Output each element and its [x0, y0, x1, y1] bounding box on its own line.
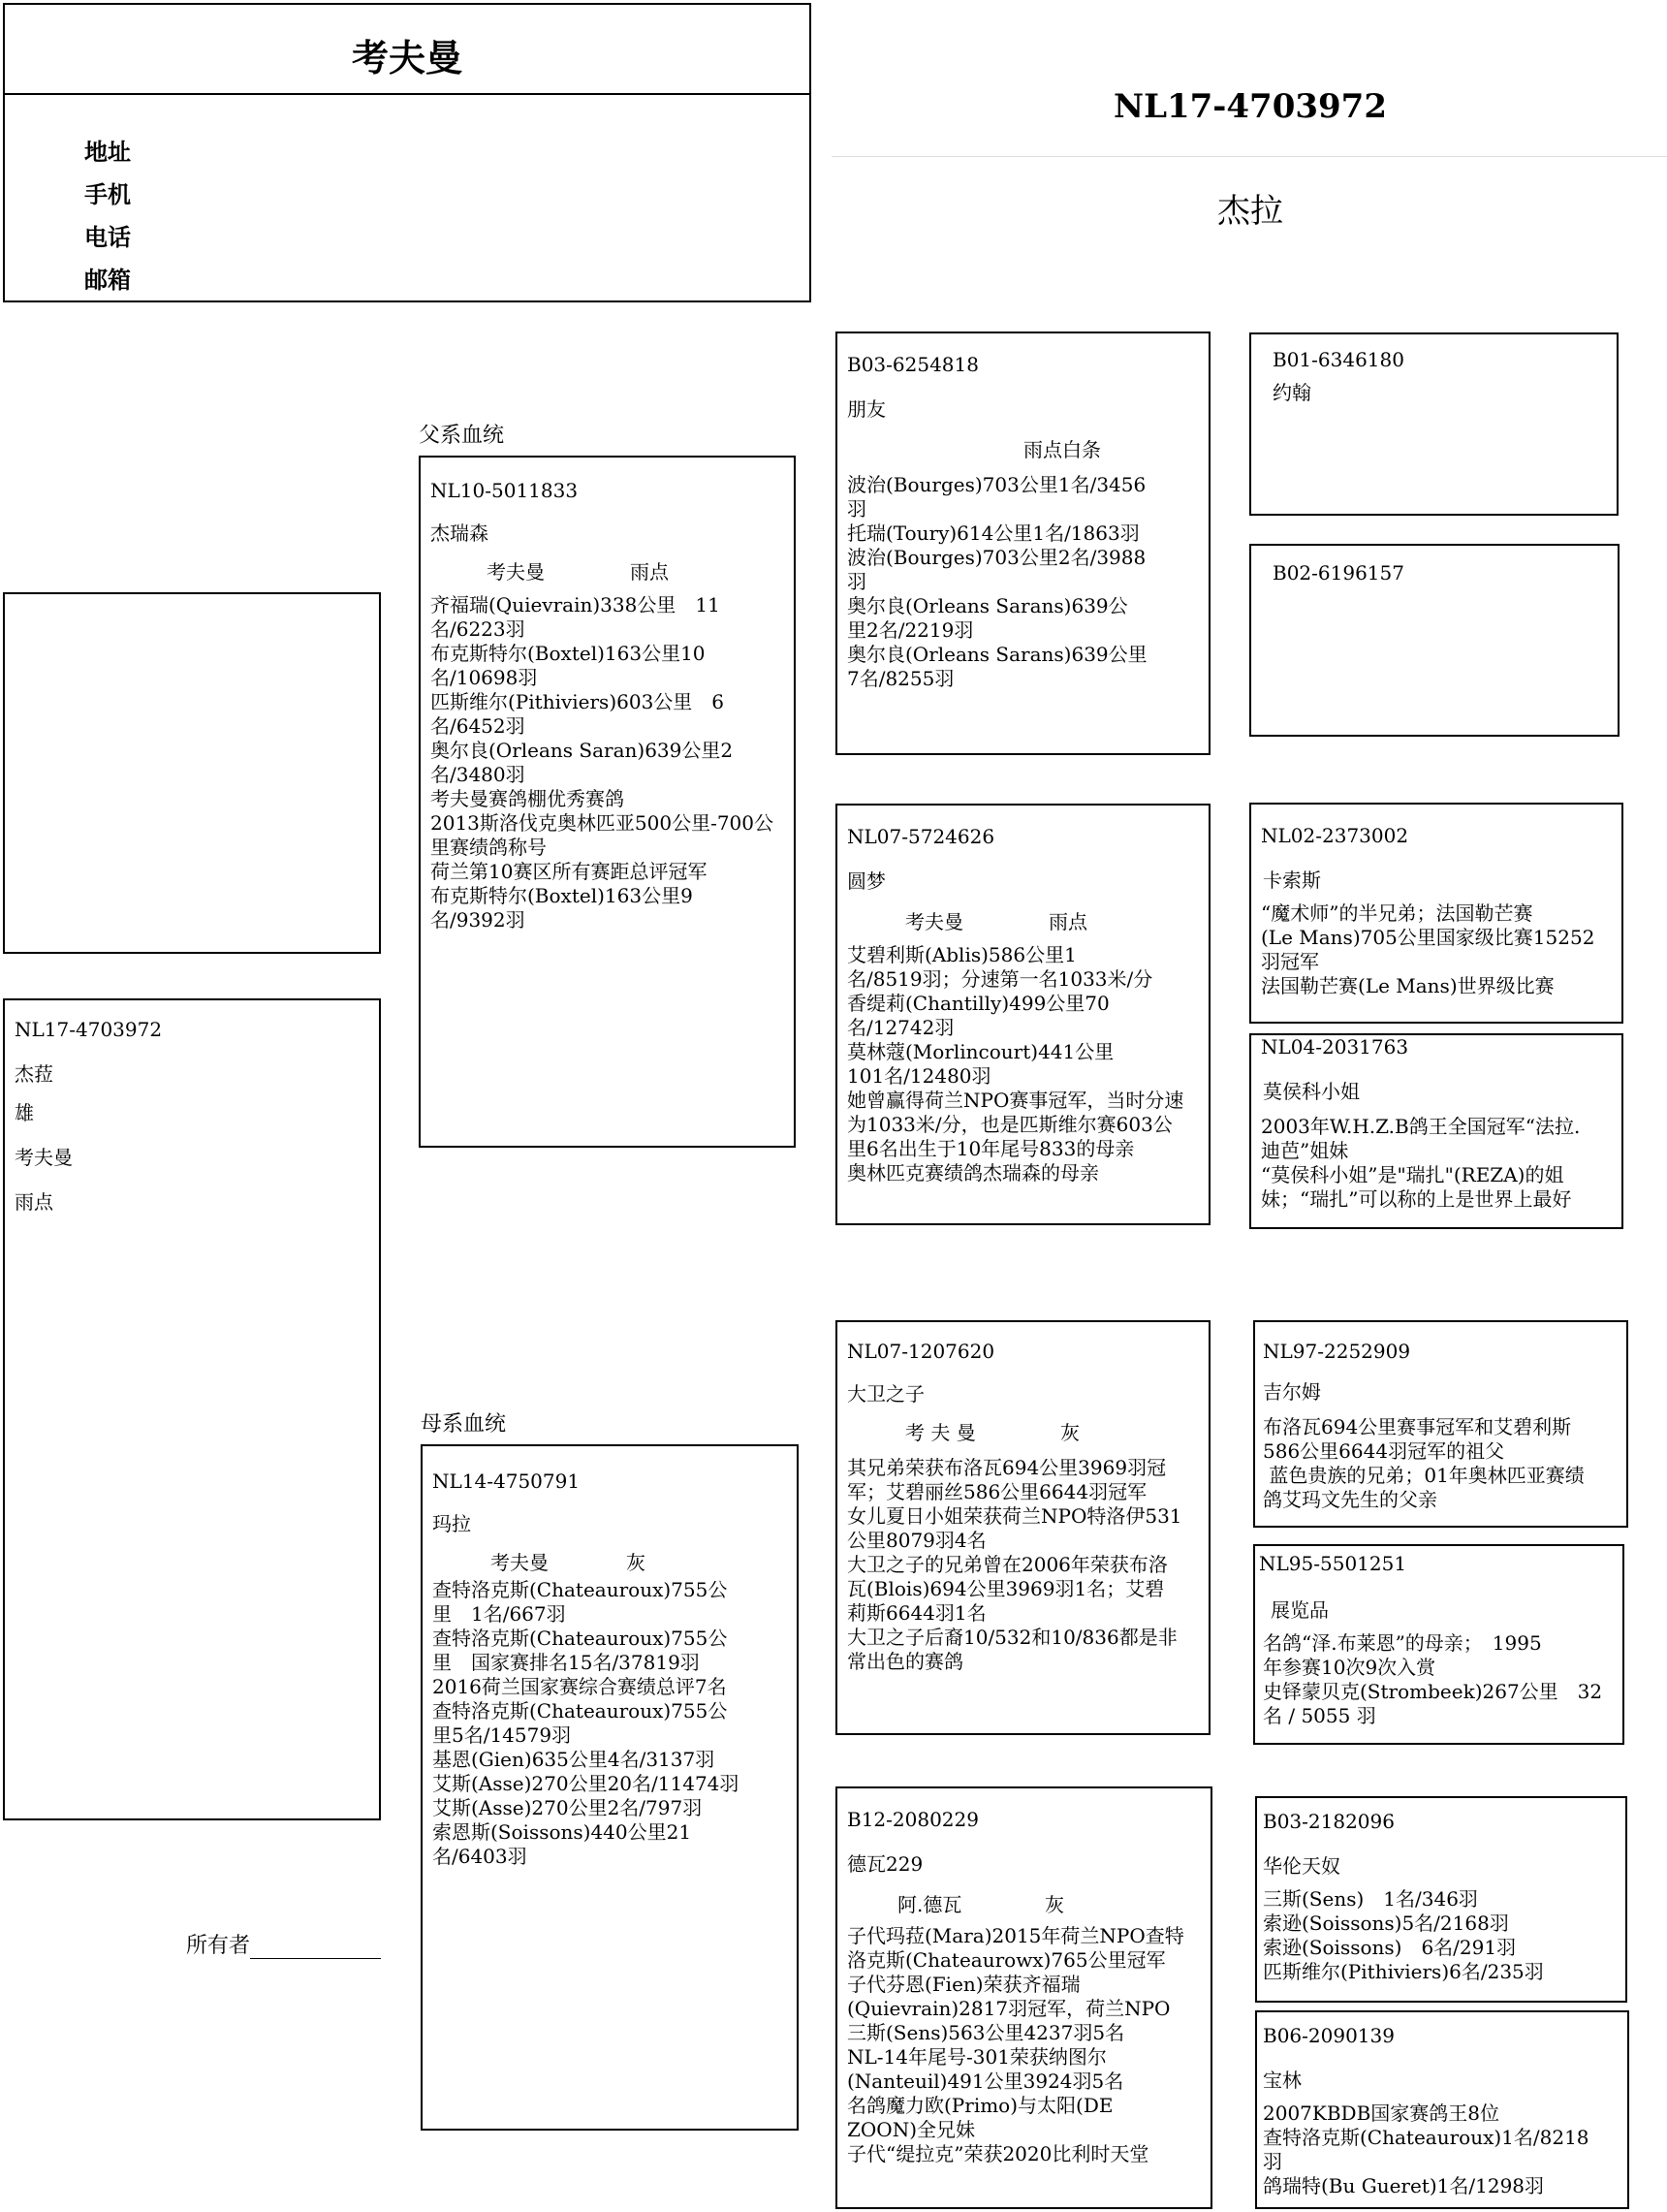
ggp-sds-box	[1249, 803, 1623, 1024]
note-line: 妹；“瑞扎”可以称的上是世界上最好	[1261, 1187, 1572, 1211]
note-line: 名/9392羽	[430, 908, 525, 932]
subject-ring: NL17-4703972	[15, 1018, 163, 1041]
dam-section-label: 母系血统	[421, 1412, 507, 1437]
note-line: 羽冠军	[1261, 950, 1319, 973]
sire-name: 杰瑞森	[430, 521, 488, 545]
note-line: 大卫之子的兄弟曾在2006年荣获布洛	[847, 1553, 1168, 1576]
ggp-sss-ring: B01-6346180	[1273, 348, 1404, 371]
note-line: 名/6223羽	[430, 617, 525, 641]
note-line: 查特洛克斯(Chateauroux)755公	[432, 1578, 728, 1601]
subject-sex: 雄	[15, 1101, 34, 1124]
owner-name: 考夫曼	[351, 36, 462, 79]
note-line: 莉斯6644羽1名	[847, 1601, 987, 1625]
note-line: 史铎蒙贝克(Strombeek)267公里 32	[1263, 1680, 1603, 1703]
owner-signature	[186, 1929, 381, 1959]
gp-dam-dam-box	[835, 1786, 1212, 2209]
note-line: 查特洛克斯(Chateauroux)1名/8218	[1263, 2126, 1589, 2149]
note-line: 2016荷兰国家赛综合赛绩总评7名	[432, 1675, 727, 1698]
note-line: 里 国家赛排名15名/37819羽	[432, 1651, 700, 1674]
note-line: 大卫之子后裔10/532和10/836都是非	[847, 1626, 1178, 1649]
dam-notes	[432, 1578, 791, 1869]
note-line: 2013斯洛伐克奥林匹亚500公里-700公	[430, 811, 774, 835]
note-line: 奥尔良(Orleans Sarans)639公	[847, 594, 1128, 617]
note-line: 586公里6644羽冠军的祖父	[1263, 1439, 1505, 1463]
gp-ss-notes	[847, 473, 1203, 691]
note-line: 鸽瑞特(Bu Gueret)1名/1298羽	[1263, 2174, 1545, 2197]
sire-breeder: 考夫曼	[487, 560, 545, 584]
note-line: 名/6452羽	[430, 714, 525, 738]
gp-sd-color: 雨点	[1049, 910, 1087, 933]
ggp-sss-name: 约翰	[1273, 381, 1311, 404]
note-line: 艾斯(Asse)270公里2名/797羽	[432, 1796, 703, 1819]
bird-name-title: 杰拉	[1217, 192, 1283, 231]
note-line: 波治(Bourges)703公里1名/3456	[847, 473, 1147, 496]
ggp-ddd-ring: B06-2090139	[1263, 2024, 1395, 2047]
dam-breeder: 考夫曼	[490, 1551, 549, 1574]
sire-section-label: 父系血统	[419, 424, 505, 448]
note-line: 莫林蔻(Morlincourt)441公里	[847, 1040, 1115, 1063]
gp-dd-notes	[847, 1924, 1205, 2166]
gp-sd-breeder: 考夫曼	[905, 910, 963, 933]
sire-ring: NL10-5011833	[430, 479, 579, 502]
ggp-dds-name: 华伦天奴	[1263, 1854, 1340, 1878]
owner-header-box	[3, 3, 811, 302]
gp-ds-name: 大卫之子	[847, 1382, 925, 1406]
note-line: 女儿夏日小姐荣获荷兰NPO特洛伊531	[847, 1504, 1182, 1528]
note-line: 常出色的赛鸽	[847, 1650, 963, 1673]
ggp-sdd-notes	[1261, 1115, 1616, 1212]
note-line: “魔术师”的半兄弟；法国勒芒赛	[1261, 901, 1533, 925]
gp-dd-name: 德瓦229	[847, 1852, 924, 1876]
subject-breeder: 考夫曼	[15, 1146, 73, 1169]
note-line: 奥林匹克赛绩鸽杰瑞森的母亲	[847, 1161, 1099, 1185]
note-line: 名/6403羽	[432, 1845, 527, 1868]
gp-sd-name: 圆梦	[847, 869, 886, 893]
ring-number-title: NL17-4703972	[1113, 87, 1387, 126]
title-divider	[832, 156, 1667, 157]
note-line: 子代玛菈(Mara)2015年荷兰NPO查特	[847, 1924, 1184, 1947]
note-line: 洛克斯(Chateaurowx)765公里冠军	[847, 1948, 1166, 1972]
note-line: “莫侯科小姐”是"瑞扎"(REZA)的姐	[1261, 1163, 1564, 1186]
ggp-sdd-ring: NL04-2031763	[1261, 1035, 1409, 1059]
ggp-dss-ring: NL97-2252909	[1263, 1340, 1411, 1363]
note-line: 公里8079羽4名	[847, 1529, 987, 1552]
note-line: ZOON)全兄妹	[847, 2118, 975, 2141]
note-line: 布克斯特尔(Boxtel)163公里10	[430, 642, 706, 665]
gp-ss-name: 朋友	[847, 397, 886, 421]
gp-dd-color: 灰	[1045, 1893, 1064, 1916]
note-line: 其兄弟荣获布洛瓦694公里3969羽冠	[847, 1456, 1167, 1479]
ggp-sss-box	[1249, 332, 1619, 516]
subject-box	[3, 998, 381, 1820]
ggp-sdd-name: 莫侯科小姐	[1263, 1080, 1360, 1103]
note-line: 羽	[1263, 2150, 1282, 2173]
note-line: 2003年W.H.Z.B鸽王全国冠军“法拉.	[1261, 1115, 1581, 1138]
gp-ss-ring: B03-6254818	[847, 353, 979, 376]
note-line: 迪芭”姐妹	[1261, 1139, 1349, 1162]
ggp-dsd-ring: NL95-5501251	[1259, 1552, 1407, 1575]
phone-label: 电话	[84, 223, 131, 251]
ggp-ddd-box	[1255, 2010, 1629, 2209]
note-line: 名/3480羽	[430, 763, 525, 786]
ggp-sds-notes	[1261, 901, 1616, 998]
ggp-ssd-ring: B02-6196157	[1273, 561, 1404, 585]
note-line: (Nanteuil)491公里3924羽5名	[847, 2070, 1124, 2093]
note-line: 7名/8255羽	[847, 667, 955, 690]
subject-name: 杰菈	[15, 1062, 53, 1086]
gp-sd-ring: NL07-5724626	[847, 825, 995, 848]
sire-box	[419, 456, 796, 1148]
ggp-sdd-box	[1249, 1033, 1623, 1229]
note-line: 她曾赢得荷兰NPO赛事冠军，当时分速	[847, 1089, 1184, 1112]
sire-notes	[430, 593, 788, 932]
ggp-ssd-box	[1249, 544, 1620, 737]
dam-name: 玛拉	[432, 1512, 471, 1535]
note-line: 2007KBDB国家赛鸽王8位	[1263, 2101, 1499, 2125]
note-line: (Quievrain)2817羽冠军，荷兰NPO	[847, 1997, 1171, 2020]
note-line: 子代“缇拉克”荣获2020比利时天堂	[847, 2142, 1149, 2165]
note-line: 索逊(Soissons)5名/2168羽	[1263, 1912, 1509, 1935]
ggp-dds-notes	[1263, 1887, 1620, 1984]
note-line: 艾碧利斯(Ablis)586公里1	[847, 943, 1077, 966]
dam-color: 灰	[626, 1551, 645, 1574]
note-line: 基恩(Gien)635公里4名/3137羽	[432, 1748, 715, 1771]
sire-color: 雨点	[630, 560, 669, 584]
dam-box	[421, 1444, 799, 2131]
note-line: 查特洛克斯(Chateauroux)755公	[432, 1699, 728, 1722]
ggp-dsd-notes	[1263, 1631, 1617, 1728]
note-line: 艾斯(Asse)270公里20名/11474羽	[432, 1772, 739, 1795]
note-line: 瓦(Blois)694公里3969羽1名；艾碧	[847, 1577, 1165, 1600]
owner-label: 所有者	[186, 1934, 251, 1958]
gp-ss-color: 雨点白条	[1023, 438, 1101, 461]
note-line: 名/8519羽；分速第一名1033米/分	[847, 967, 1153, 991]
note-line: 索逊(Soissons) 6名/291羽	[1263, 1936, 1517, 1959]
note-line: 布克斯特尔(Boxtel)163公里9	[430, 884, 693, 907]
note-line: NL-14年尾号-301荣获纳图尔	[847, 2045, 1107, 2069]
address-label: 地址	[84, 138, 131, 166]
ggp-sds-name: 卡索斯	[1263, 869, 1321, 892]
note-line: 名 / 5055 羽	[1263, 1704, 1376, 1727]
note-line: 里5名/14579羽	[432, 1723, 572, 1747]
note-line: 名/10698羽	[430, 666, 538, 689]
header-divider	[5, 93, 809, 95]
note-line: 考夫曼赛鸽棚优秀赛鸽	[430, 787, 624, 810]
email-label: 邮箱	[84, 266, 131, 294]
note-line: 羽	[847, 570, 866, 593]
gp-dam-sire-box	[835, 1320, 1211, 1735]
ggp-dds-ring: B03-2182096	[1263, 1810, 1395, 1833]
photo-frame	[3, 592, 381, 954]
note-line: 里赛绩鸽称号	[430, 836, 547, 859]
note-line: 里6名出生于10年尾号833的母亲	[847, 1137, 1135, 1160]
gp-dd-breeder: 阿.德瓦	[897, 1893, 962, 1916]
note-line: 名鸽魔力欧(Primo)与太阳(DE	[847, 2094, 1114, 2117]
ggp-ddd-notes	[1263, 2101, 1621, 2198]
gp-ds-notes	[847, 1456, 1203, 1674]
gp-dd-ring: B12-2080229	[847, 1808, 979, 1831]
note-line: 托瑞(Toury)614公里1名/1863羽	[847, 521, 1140, 545]
gp-sire-sire-box	[835, 332, 1211, 755]
note-line: 布洛瓦694公里赛事冠军和艾碧利斯	[1263, 1415, 1572, 1438]
gp-ds-breeder: 考 夫 曼	[905, 1421, 976, 1444]
note-line: 波治(Bourges)703公里2名/3988	[847, 546, 1147, 569]
note-line: 齐福瑞(Quievrain)338公里 11	[430, 593, 720, 616]
contact-labels	[84, 133, 131, 303]
note-line: 羽	[847, 497, 866, 521]
note-line: 奥尔良(Orleans Sarans)639公里	[847, 643, 1148, 666]
ggp-dss-name: 吉尔姆	[1263, 1380, 1321, 1404]
note-line: 荷兰第10赛区所有赛距总评冠军	[430, 860, 708, 883]
ggp-dsd-name: 展览品	[1271, 1598, 1329, 1622]
dam-ring: NL14-4750791	[432, 1469, 581, 1493]
note-line: 匹斯维尔(Pithiviers)6名/235羽	[1263, 1960, 1544, 1983]
note-line: 子代芬恩(Fien)荣获齐福瑞	[847, 1973, 1081, 1996]
ggp-dsd-box	[1253, 1544, 1624, 1745]
ggp-ddd-name: 宝林	[1263, 2069, 1302, 2092]
note-line: 里2名/2219羽	[847, 618, 974, 642]
note-line: 奥尔良(Orleans Saran)639公里2	[430, 739, 734, 762]
subject-color: 雨点	[15, 1190, 53, 1214]
note-line: 索恩斯(Soissons)440公里21	[432, 1820, 692, 1844]
note-line: 三斯(Sens) 1名/346羽	[1263, 1887, 1478, 1911]
note-line: 名鸽“泽.布莱恩”的母亲； 1995	[1263, 1631, 1542, 1655]
gp-ds-ring: NL07-1207620	[847, 1340, 995, 1363]
note-line: 匹斯维尔(Pithiviers)603公里 6	[430, 690, 725, 713]
note-line: 军；艾碧丽丝586公里6644羽冠军	[847, 1480, 1148, 1503]
note-line: 为1033米/分，也是匹斯维尔赛603公	[847, 1113, 1173, 1136]
note-line: (Le Mans)705公里国家级比赛15252	[1261, 926, 1595, 949]
note-line: 名/12742羽	[847, 1016, 955, 1039]
note-line: 年参赛10次9次入赏	[1263, 1656, 1436, 1679]
note-line: 101名/12480羽	[847, 1064, 991, 1088]
note-line: 里 1名/667羽	[432, 1602, 566, 1626]
note-line: 蓝色贵族的兄弟；01年奥林匹亚赛绩	[1263, 1464, 1585, 1487]
note-line: 鸽艾玛文先生的父亲	[1263, 1488, 1437, 1511]
gp-sd-notes	[847, 943, 1203, 1185]
ggp-dss-box	[1253, 1320, 1628, 1528]
mobile-label: 手机	[84, 180, 131, 208]
ggp-dds-box	[1255, 1796, 1627, 2003]
ggp-sds-ring: NL02-2373002	[1261, 824, 1409, 847]
note-line: 三斯(Sens)563公里4237羽5名	[847, 2021, 1125, 2044]
note-line: 法国勒芒赛(Le Mans)世界级比赛	[1261, 974, 1555, 997]
gp-ds-color: 灰	[1060, 1421, 1080, 1444]
note-line: 香缇莉(Chantilly)499公里70	[847, 992, 1110, 1015]
ggp-dss-notes	[1263, 1415, 1620, 1512]
note-line: 查特洛克斯(Chateauroux)755公	[432, 1627, 728, 1650]
gp-sire-dam-box	[835, 804, 1211, 1225]
